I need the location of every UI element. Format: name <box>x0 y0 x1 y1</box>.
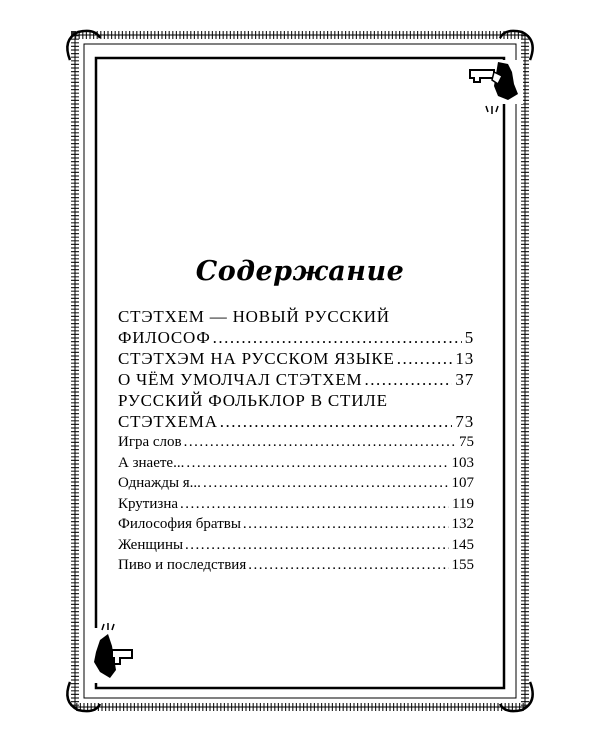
toc-item-title: А знаете... <box>118 454 185 471</box>
toc-entry-row <box>118 494 474 515</box>
toc-item-page: 107 <box>451 475 474 491</box>
toc-item-page: 103 <box>451 454 474 471</box>
dot-leader <box>248 555 448 576</box>
toc-item-page: 37 <box>455 370 474 389</box>
toc-item-title: Философия братвы <box>118 516 241 532</box>
toc-item-page: 155 <box>451 557 474 573</box>
toc-item <box>118 369 474 390</box>
dot-leader <box>185 535 448 556</box>
toc-item <box>118 514 474 535</box>
toc-entry-row <box>118 473 474 494</box>
dot-leader <box>220 411 453 432</box>
toc-item-title: Пиво и последствия <box>118 557 247 573</box>
toc-entry-row <box>118 411 474 432</box>
dot-leader <box>180 494 449 515</box>
toc-item <box>118 494 474 515</box>
toc-entry-row <box>118 432 474 453</box>
toc-entry-row <box>118 514 474 535</box>
toc-item <box>118 348 474 369</box>
toc-item <box>118 432 474 453</box>
toc-item <box>118 473 474 494</box>
dot-leader <box>364 369 452 390</box>
toc-item <box>118 453 474 474</box>
toc-item <box>118 535 474 556</box>
toc-item-title: ФИЛОСОФ <box>118 328 211 347</box>
toc-entry-row <box>118 453 474 474</box>
dot-leader <box>213 327 462 348</box>
toc-item-page: 73 <box>455 412 474 431</box>
title-text: Содержание <box>195 256 405 287</box>
man-with-gun-icon <box>468 60 523 114</box>
toc-entry-row <box>118 369 474 390</box>
toc-item-title: Женщины <box>118 536 184 553</box>
toc-item-page: 5 <box>464 328 474 347</box>
dot-leader <box>184 432 456 453</box>
toc-item-page: 119 <box>452 495 474 512</box>
toc-item-title-line: СТЭТХЕМ — НОВЫЙ РУССКИЙ <box>118 307 390 326</box>
toc-entry-row <box>118 327 474 348</box>
page-title <box>0 256 600 287</box>
dot-leader <box>203 473 449 494</box>
dot-leader <box>243 514 449 535</box>
toc-entry-row <box>118 555 474 576</box>
toc-item <box>118 390 474 432</box>
toc-item-title: О ЧЁМ УМОЛЧАЛ СТЭТХЕМ <box>118 370 363 389</box>
toc-item-title: СТЭТХЭМ НА РУССКОМ ЯЗЫКЕ <box>118 349 395 368</box>
toc-item-page: 13 <box>455 349 474 368</box>
toc-item-page: 75 <box>459 434 474 450</box>
toc-entry-row <box>118 348 474 369</box>
toc-item <box>118 306 474 348</box>
toc-item-title: Однажды я... <box>118 475 201 491</box>
dot-leader <box>186 453 448 474</box>
toc-item-page: 145 <box>451 536 474 553</box>
toc-item-title: СТЭТХЕМА <box>118 412 218 431</box>
toc-item-title: Игра слов <box>118 434 182 450</box>
toc-item <box>118 555 474 576</box>
toc-item-title-line: РУССКИЙ ФОЛЬКЛОР В СТИЛЕ <box>118 391 388 410</box>
toc-item-page: 132 <box>451 516 474 532</box>
toc-entry-row <box>118 535 474 556</box>
dot-leader <box>397 348 453 369</box>
toc-item-title: Крутизна <box>118 495 178 512</box>
table-of-contents <box>118 306 474 576</box>
man-with-gun-icon <box>90 623 140 683</box>
